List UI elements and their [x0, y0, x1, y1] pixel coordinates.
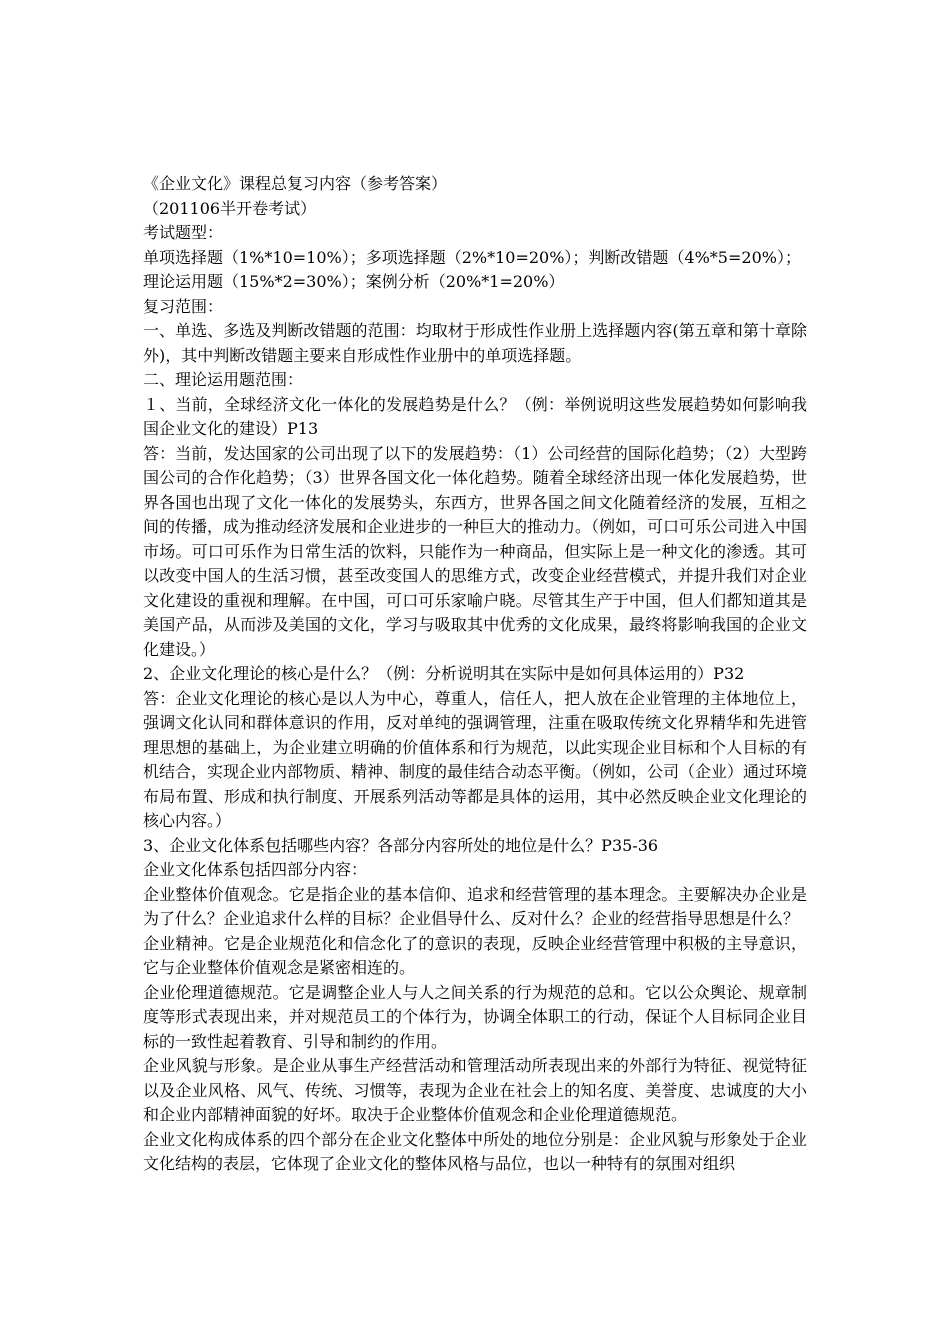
answer-3-paragraph-1: 企业整体价值观念。它是指企业的基本信仰、追求和经营管理的基本理念。主要解决办企业是为了什么？企业追求什么样的目标？企业倡导什么、反对什么？企业的经营指导思想是什么？ — [143, 884, 807, 928]
exam-types-line2: 理论运用题（15%*2=30%）；案例分析（20%*1=20%） — [143, 272, 565, 291]
answer-3-paragraph-3: 企业伦理道德规范。它是调整企业人与人之间关系的行为规范的总和。它以公众舆论、规章制度等形式表现出来，并对规范员工的个体行为，协调全体职工的行动，保证个人目标同企业目标的一致性起着教育、引导和制约的作用。 — [143, 982, 807, 1051]
question-1: １、当前，全球经济文化一体化的发展趋势是什么？（例：举例说明这些发展趋势如何影响我国企业文化的建设）P13 — [143, 394, 807, 438]
section2-heading: 二、理论运用题范围： — [143, 370, 304, 389]
question-2: 2、企业文化理论的核心是什么？（例：分析说明其在实际中是如何具体运用的）P32 — [143, 664, 745, 683]
answer-1: 答：当前，发达国家的公司出现了以下的发展趋势：（1）公司经营的国际化趋势；（2）大型跨国公司的合作化趋势；（3）世界各国文化一体化趋势。随着全球经济出现一体化发展趋势，世界各国也出现了文化一体化的发展势头，东西方，世界各国之间文化随着经济的发展，互相之间的传播，成为推动经济发展和企业进步的一种巨大的推动力。（例如，可口可乐公司进入中国市场。可口可乐作为日常生活的饮料，只能作为一种商品，但实际上是一种文化的渗透。其可以改变中国人的生活习惯，甚至改变国人的思维方式，改变企业经营模式，并提升我们对企业文化建设的重视和理解。在中国，可口可乐家喻户晓。尽管其生产于中国，但人们都知道其是美国产品，从而涉及美国的文化，学习与吸取其中优秀的文化成果，最终将影响我国的企业文化建设。） — [143, 443, 808, 659]
answer-3-paragraph-5: 企业文化构成体系的四个部分在企业文化整体中所处的地位分别是：企业风貌与形象处于企业文化结构的表层，它体现了企业文化的整体风格与品位，也以一种特有的氛围对组织 — [143, 1129, 807, 1173]
answer-2: 答：企业文化理论的核心是以人为中心，尊重人，信任人，把人放在企业管理的主体地位上，强调文化认同和群体意识的作用，反对单纯的强调管理，注重在吸取传统文化界精华和先进管理思想的基础上，为企业建立明确的价值体系和行为规范，以此实现企业目标和个人目标的有机结合，实现企业内部物质、精神、制度的最佳结合动态平衡。（例如，公司（企业）通过环境布局布置、形成和执行制度、开展系列活动等都是具体的运用，其中必然反映企业文化理论的核心内容。） — [143, 688, 808, 830]
exam-types-line1: 单项选择题（1%*10=10%）；多项选择题（2%*10=20%）；判断改错题（4%*5=20%）； — [143, 247, 801, 267]
document-title: 《企业文化》课程总复习内容（参考答案） — [143, 174, 448, 193]
answer-3-paragraph-2: 企业精神。它是企业规范化和信念化了的意识的表现，反映企业经营管理中积极的主导意识，它与企业整体价值观念是紧密相连的。 — [143, 933, 807, 977]
question-3: 3、企业文化体系包括哪些内容？各部分内容所处的地位是什么？P35-36 — [143, 835, 659, 855]
section1-paragraph: 一、单选、多选及判断改错题的范围：均取材于形成性作业册上选择题内容(第五章和第十章除外)，其中判断改错题主要来自形成性作业册中的单项选择题。 — [143, 321, 807, 365]
answer-3-intro: 企业文化体系包括四部分内容： — [143, 860, 368, 879]
review-scope-heading: 复习范围： — [143, 296, 224, 316]
exam-types-heading: 考试题型： — [143, 223, 224, 242]
answer-3-paragraph-4: 企业风貌与形象。是企业从事生产经营活动和管理活动所表现出来的外部行为特征、视觉特征以及企业风格、风气、传统、习惯等，表现为企业在社会上的知名度、美誉度、忠诚度的大小和企业内部精神面貌的好坏。取决于企业整体价值观念和企业伦理道德规范。 — [143, 1056, 807, 1124]
document-body — [143, 172, 807, 1177]
document-subtitle: （201106半开卷考试） — [143, 198, 317, 218]
